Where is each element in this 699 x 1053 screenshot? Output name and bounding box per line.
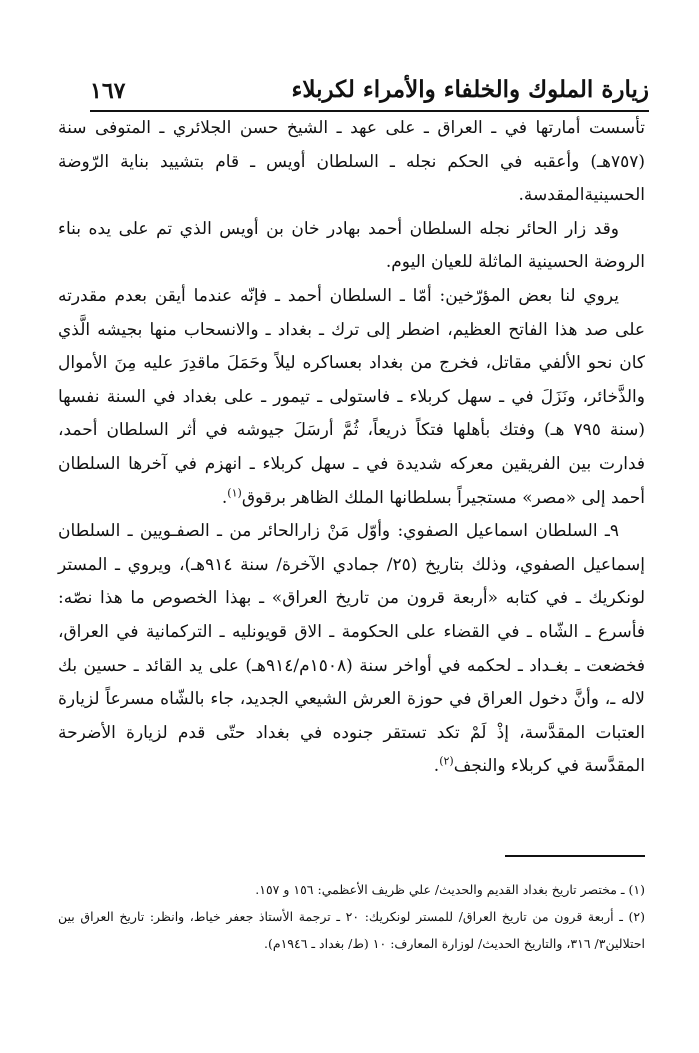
paragraph-2: وقد زار الحائر نجله السلطان أحمد بهادر خان بن أويس الذي تم على يده بناء الروضة الحسينية الماثلة للعيان اليوم. — [58, 218, 645, 273]
footnotes — [58, 876, 645, 957]
running-header — [90, 76, 649, 106]
paragraph-3 — [58, 280, 645, 515]
paragraph-3-text: يروي لنا بعض المؤرّخين: أمّا ـ السلطان أحمد ـ فإنّه عندما أيقن بعدم مقدرته على صد هذا الفاتح العظيم، اضطر إلى ترك ـ بغداد ـ والانسحاب منها بجيشه الَّذي كان نحو الألفي مقاتل، فخرج من بغداد بعساكره ليلاً وحَمَلَ ماقدِرَ عليه مِنَ الأموال والذَّخائر، ونَزَلَ في ـ سهل كربلاء ـ فاستولى ـ تيمور ـ على بغداد في السنة نفسها (سنة ٧٩٥ هـ) وفتك بأهلها فتكاً ذريعاً، ثُمَّ أرسَلَ جيوشه في أثر السلطان أحمد، فدارت بين الفريقين معركه شديدة في ـ سهل كربلاء ـ انهزم في آخرها السلطان أحمد إلى «مصر» مستجيراً بسلطانها الملك الظاهر برقوق — [58, 285, 645, 508]
footnote-ref-1[interactable]: (١) — [227, 485, 242, 499]
footnote-2: (٢) ـ أربعة قرون من تاريخ العراق/ للمستر لونكريك: ٢٠ ـ ترجمة الأستاذ جعفر خياط، وانظر: تاريخ العراق بين احتلالين٣/ ٣١٦، والتاريخ الحديث/ لوزارة المعارف: ١٠ (ط/ بغداد ـ ١٩٤٦م). — [58, 909, 645, 951]
paragraph-3-end: . — [221, 487, 228, 508]
header-title: زيارة الملوك والخلفاء والأمراء لكربلاء — [291, 76, 649, 103]
paragraph-1: تأسست أمارتها في ـ العراق ـ على عهد ـ الشيخ حسن الجلائري ـ المتوفى سنة (٧٥٧هـ) وأعقبه في الحكم نجله ـ السلطان أويس ـ قام بتشييد بناية الرّوضة الحسينيةالمقدسة. — [58, 118, 645, 206]
footnote-ref-2[interactable]: (٢) — [439, 754, 454, 768]
body-text — [58, 112, 645, 784]
paragraph-4 — [58, 515, 645, 784]
footnote-1: (١) ـ مختصر تاريخ بغداد القديم والحديث/ علي ظريف الأعظمي: ١٥٦ و ١٥٧. — [255, 882, 645, 897]
paragraph-4-text: ٩ـ السلطان اسماعيل الصفوي: وأوّل مَنْ زارالحائر من ـ الصفـويين ـ السلطان إسماعيل الصفوي، وذلك بتاريخ (٢٥/ جمادي الآخرة/ سنة ٩١٤هـ)، ويروي ـ المستر لونكريك ـ في كتابه «أربعة قرون من تاريخ العراق» ـ بهذا الخصوص ما هذا نصّه: فأسرع ـ الشّاه ـ في القضاء على الحكومة ـ الاق قويونليه ـ التركمانية في العراق، فخضعت ـ بغـداد ـ لحكمه في أواخر سنة (١٥٠٨م/٩١٤هـ) على يد القائد ـ حسين بك لاله ـ، وأنَّ دخول العراق في حوزة العرش الشيعي الجديد، جاء بالشّاه مسرعاً لزيارة العتبات المقدَّسة، إذْ لَمْ تكد تستقر جنوده في بغداد حتّى قدم لزيارة الأضرحة المقدَّسة في كربلاء والنجف — [58, 521, 646, 777]
footnote-separator — [505, 855, 645, 857]
page-number: ١٦٧ — [90, 78, 126, 104]
paragraph-4-end: . — [433, 756, 440, 777]
